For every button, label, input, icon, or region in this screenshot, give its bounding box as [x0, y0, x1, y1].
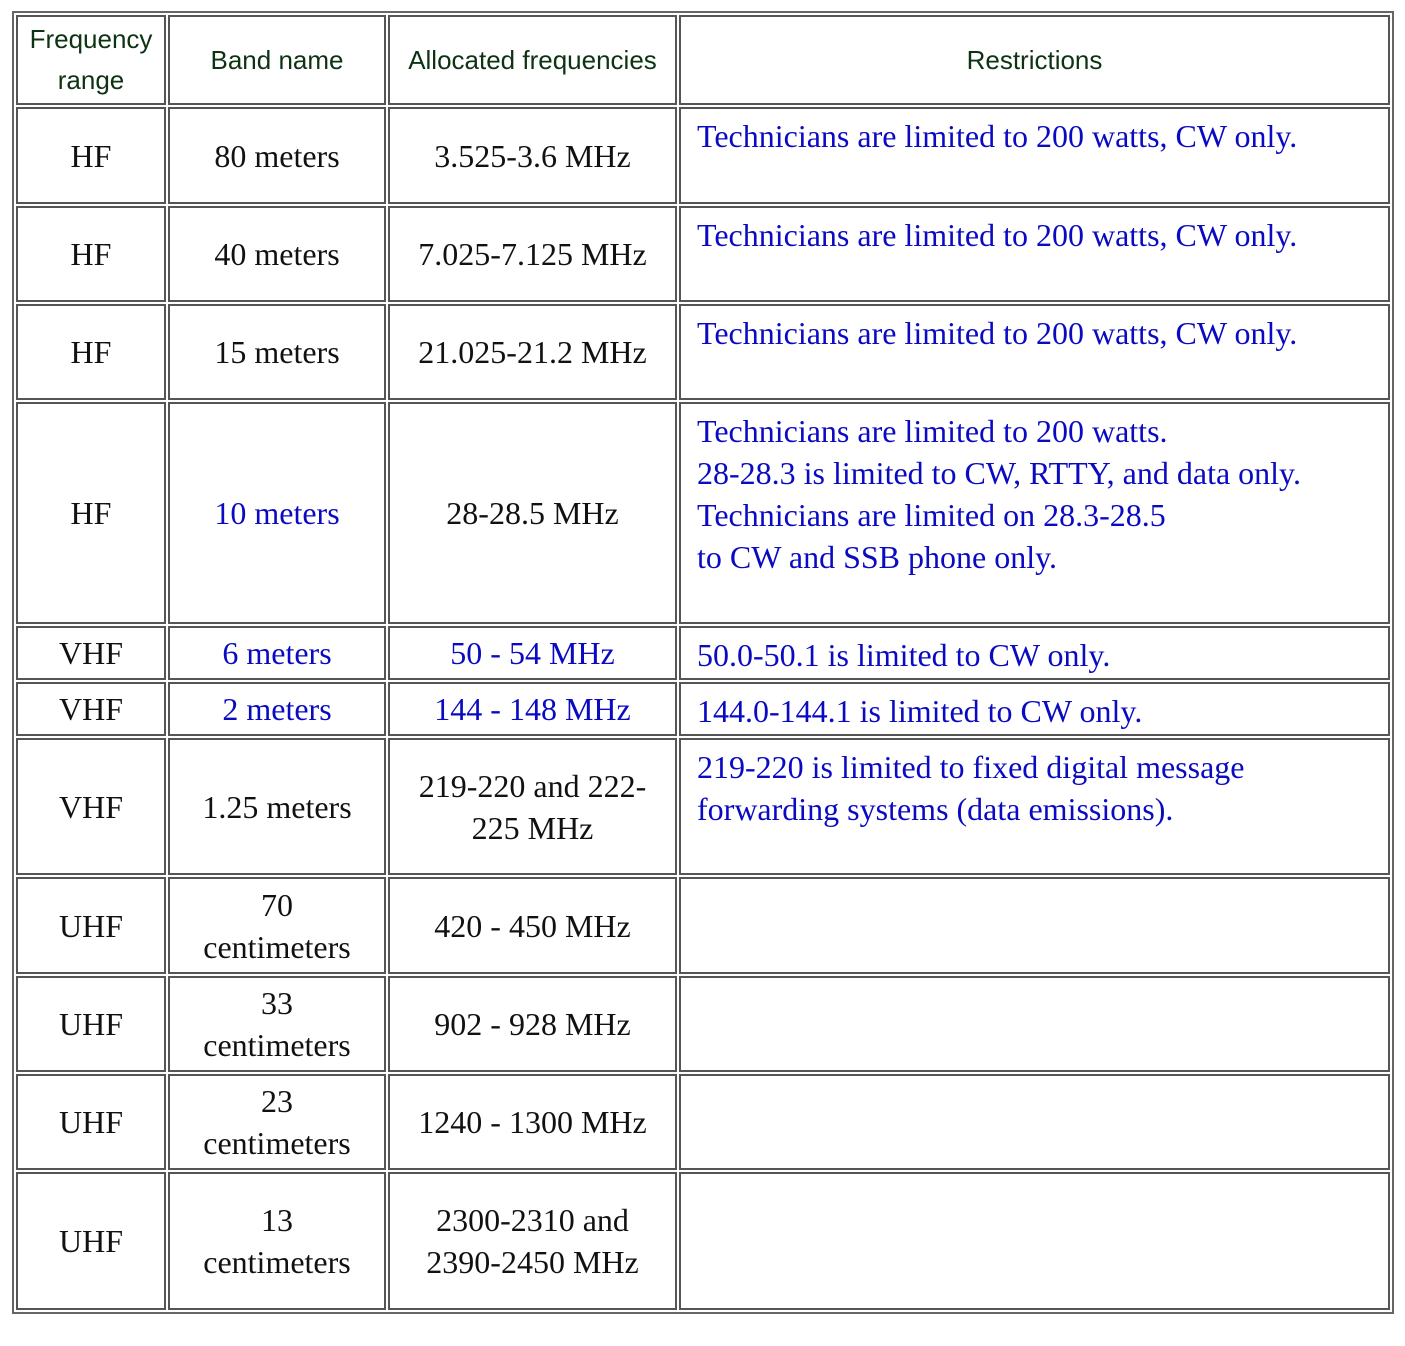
restrictions-cell — [679, 1172, 1390, 1310]
table-row — [16, 877, 1390, 974]
header-frequency-range: Frequency range — [16, 15, 166, 105]
allocated-frequencies-cell: 3.525-3.6 MHz — [388, 107, 677, 204]
allocated-frequencies-cell: 21.025-21.2 MHz — [388, 304, 677, 400]
allocated-frequencies-cell: 7.025-7.125 MHz — [388, 206, 677, 302]
table-row — [16, 682, 1390, 736]
frequency-range-cell: HF — [16, 402, 166, 624]
allocated-frequencies-cell: 1240 - 1300 MHz — [388, 1074, 677, 1170]
frequency-range-cell: HF — [16, 206, 166, 302]
band-name-cell: 23 centimeters — [168, 1074, 386, 1170]
table-header-row — [16, 15, 1390, 105]
band-name-cell: 33 centimeters — [168, 976, 386, 1072]
restrictions-cell: 219-220 is limited to fixed digital message forwarding systems (data emissions). — [679, 738, 1390, 875]
restrictions-cell: Technicians are limited to 200 watts. 28-28.3 is limited to CW, RTTY, and data only. Technicians are limited on 28.3-28.5 to CW and SSB phone only. — [679, 402, 1390, 624]
frequency-range-cell: UHF — [16, 976, 166, 1072]
band-name-cell: 10 meters — [168, 402, 386, 624]
allocated-frequencies-cell: 902 - 928 MHz — [388, 976, 677, 1072]
restrictions-cell — [679, 1074, 1390, 1170]
table-row — [16, 304, 1390, 400]
table-row — [16, 107, 1390, 204]
allocated-frequencies-cell: 2300-2310 and 2390-2450 MHz — [388, 1172, 677, 1310]
band-name-cell: 70 centimeters — [168, 877, 386, 974]
restrictions-cell: 144.0-144.1 is limited to CW only. — [679, 682, 1390, 736]
band-name-cell: 40 meters — [168, 206, 386, 302]
table-row — [16, 206, 1390, 302]
frequency-range-cell: UHF — [16, 1074, 166, 1170]
band-allocation-table — [12, 11, 1394, 1314]
allocated-frequencies-cell: 50 - 54 MHz — [388, 626, 677, 680]
table-row — [16, 626, 1390, 680]
table-row — [16, 976, 1390, 1072]
restrictions-cell: 50.0-50.1 is limited to CW only. — [679, 626, 1390, 680]
frequency-range-cell: HF — [16, 304, 166, 400]
frequency-range-cell: VHF — [16, 626, 166, 680]
frequency-range-cell: VHF — [16, 738, 166, 875]
table-row — [16, 738, 1390, 875]
header-allocated-frequencies: Allocated frequencies — [388, 15, 677, 105]
table-body — [16, 107, 1390, 1310]
restrictions-cell: Technicians are limited to 200 watts, CW only. — [679, 107, 1390, 204]
band-name-cell: 13 centimeters — [168, 1172, 386, 1310]
allocated-frequencies-cell: 219-220 and 222-225 MHz — [388, 738, 677, 875]
frequency-range-cell: UHF — [16, 877, 166, 974]
band-name-cell: 80 meters — [168, 107, 386, 204]
restrictions-cell — [679, 976, 1390, 1072]
restrictions-cell: Technicians are limited to 200 watts, CW only. — [679, 304, 1390, 400]
table-row — [16, 1172, 1390, 1310]
band-name-cell: 1.25 meters — [168, 738, 386, 875]
allocated-frequencies-cell: 28-28.5 MHz — [388, 402, 677, 624]
frequency-range-cell: VHF — [16, 682, 166, 736]
restrictions-cell: Technicians are limited to 200 watts, CW only. — [679, 206, 1390, 302]
table-row — [16, 402, 1390, 624]
allocated-frequencies-cell: 420 - 450 MHz — [388, 877, 677, 974]
header-restrictions: Restrictions — [679, 15, 1390, 105]
frequency-range-cell: UHF — [16, 1172, 166, 1310]
frequency-range-cell: HF — [16, 107, 166, 204]
band-name-cell: 6 meters — [168, 626, 386, 680]
band-name-cell: 15 meters — [168, 304, 386, 400]
band-name-cell: 2 meters — [168, 682, 386, 736]
allocated-frequencies-cell: 144 - 148 MHz — [388, 682, 677, 736]
restrictions-cell — [679, 877, 1390, 974]
table-row — [16, 1074, 1390, 1170]
header-band-name: Band name — [168, 15, 386, 105]
